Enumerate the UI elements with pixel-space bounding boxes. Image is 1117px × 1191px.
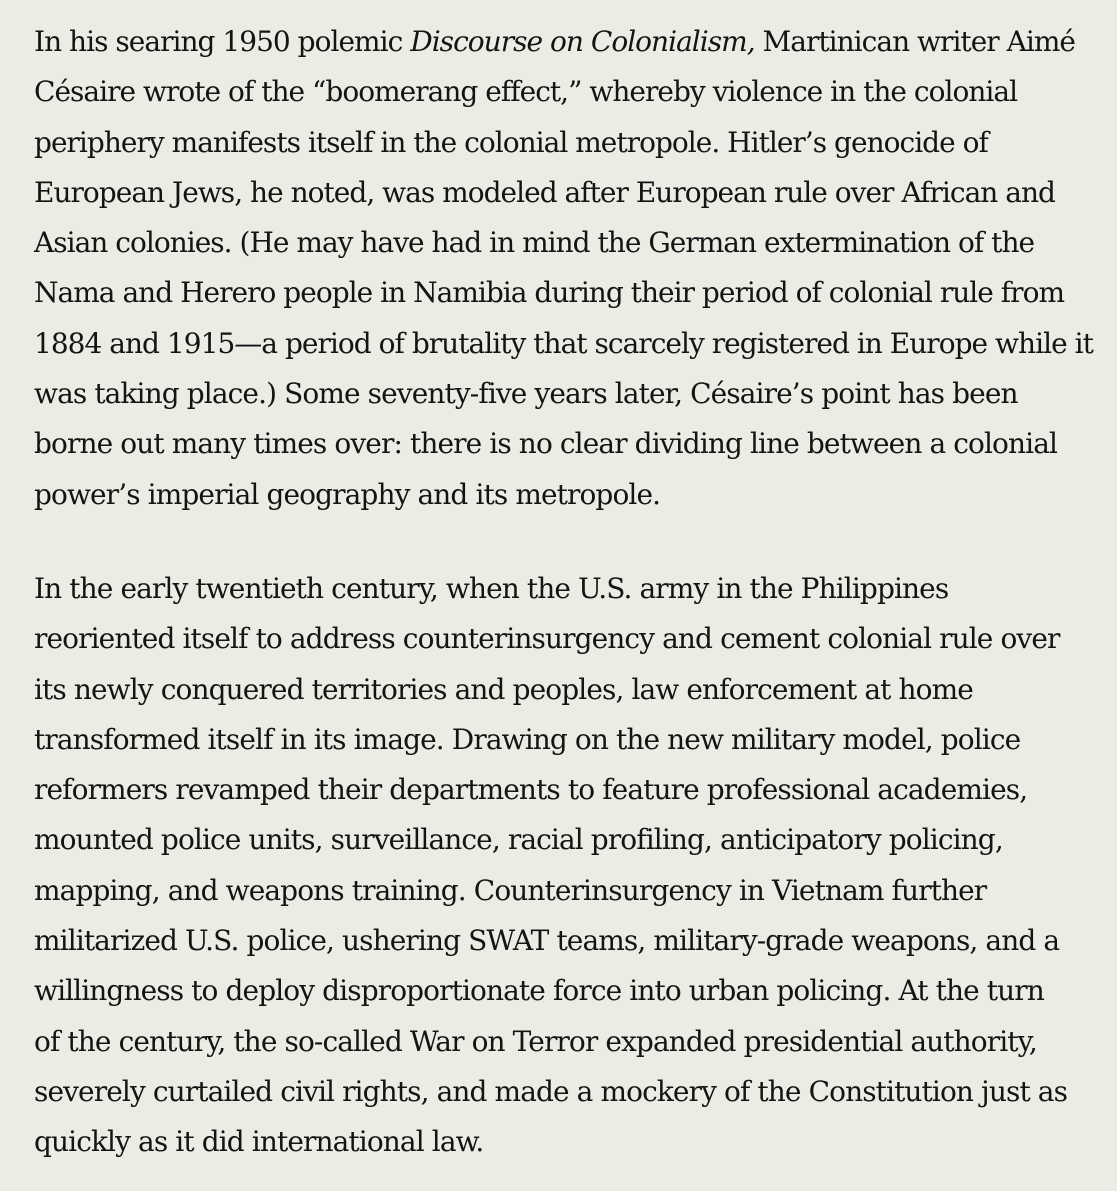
text-line: willingness to deploy disproportionate force into urban policing. At the turn — [34, 974, 1044, 1008]
text-line: borne out many times over: there is no clear dividing line between a colonial — [34, 427, 1058, 461]
text-line: mapping, and weapons training. Counterinsurgency in Vietnam further — [34, 873, 987, 907]
text-line: quickly as it did international law. — [34, 1125, 484, 1159]
text-line: of the century, the so-called War on Terror expanded presidential authority, — [34, 1024, 1037, 1058]
text-line: European Jews, he noted, was modeled after European rule over African and — [34, 175, 1055, 209]
text-segment: In his searing 1950 polemic — [34, 25, 411, 58]
text-line: transformed itself in its image. Drawing on the new military model, police — [34, 722, 1021, 756]
text-line: Nama and Herero people in Namibia during their period of colonial rule from — [34, 276, 1065, 310]
text-line: Asian colonies. (He may have had in mind the German extermination of the — [34, 226, 1035, 260]
text-line: Césaire wrote of the “boomerang effect,” whereby violence in the colonial — [34, 75, 1018, 109]
text-line: mounted police units, surveillance, racial profiling, anticipatory policing, — [34, 823, 1003, 857]
text-line — [34, 17, 1093, 67]
text-line: severely curtailed civil rights, and made a mockery of the Constitution just as — [34, 1074, 1068, 1108]
paragraph — [34, 17, 1093, 520]
text-line: In the early twentieth century, when the U.S. army in the Philippines — [34, 572, 949, 605]
text-line: periphery manifests itself in the colonial metropole. Hitler’s genocide of — [34, 125, 988, 159]
text-segment: Martinican writer Aimé — [754, 25, 1075, 58]
text-line: reformers revamped their departments to feature professional academies, — [34, 773, 1028, 807]
book-title: Discourse on Colonialism, — [410, 25, 755, 58]
text-line: reoriented itself to address counterinsurgency and cement colonial rule over — [34, 622, 1060, 656]
text-line: was taking place.) Some seventy-five years later, Césaire’s point has been — [34, 377, 1018, 411]
text-line: militarized U.S. police, ushering SWAT teams, military-grade weapons, and a — [34, 924, 1060, 958]
text-line: 1884 and 1915—a period of brutality that scarcely registered in Europe while it — [34, 326, 1093, 360]
text-line: power’s imperial geography and its metropole. — [34, 477, 661, 511]
text-line: its newly conquered territories and peoples, law enforcement at home — [34, 672, 973, 706]
paragraph — [34, 564, 1067, 1168]
